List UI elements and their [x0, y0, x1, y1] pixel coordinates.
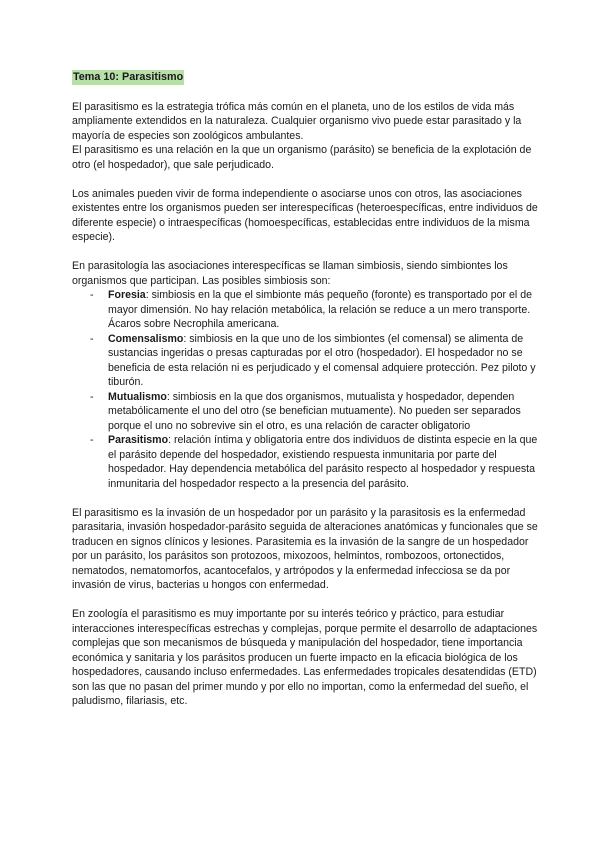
paragraph-symbiosis: En parasitología las asociaciones interespecíficas se llaman simbiosis, siendo simbiontes los organismos que participan. Las posibles simbiosis son: — [72, 260, 508, 287]
paragraph-zoology: En zoología el parasitismo es muy importante por su interés teórico y práctico, para estudiar interacciones interespecíficas estrechas y complejas, porque permite el desarrollo de adaptaciones complejas que son mecanismos de búsqueda y manipulación del hospedador, tiene importancia económica y sanitaria y los parásitos producen un fuerte impacto en la eficacia biológica de los hospedadores, causando incluso enfermedades. Las enfermedades tropicales desatendidas (ETD) son las que no pasan del primer mundo y por ello no importan, como la enfermedad del sueño, el paludismo, filariasis, etc. — [72, 608, 538, 707]
symbiosis-list — [72, 288, 540, 491]
list-item-term: Comensalismo — [108, 332, 184, 345]
paragraph-associations: Los animales pueden vivir de forma independiente o asociarse unos con otros, las asociaciones existentes entre los organismos pueden ser interespecíficas (heteroespecíficas, entre individuos de diferente especie) o intraespecíficas (homoespecíficas, establecidas entre individuos de la misma especie). — [72, 187, 538, 243]
paragraph-intro: El parasitismo es la estrategia trófica más común en el planeta, uno de los estilos de vida más ampliamente extendidos en la naturaleza. Cualquier organismo vivo puede estar parasitado y la mayoría de especies son zoológicos ambulantes. — [72, 100, 522, 142]
list-item: - Parasitismo: relación íntima y obligatoria entre dos individuos de distinta especie en la que el parásito depende del hospedador, existiendo respuesta inmunitaria por parte del hospedador. Hay dependencia metabólica del parásito respecto al hospedador y respuesta inmunitaria del hospedador respecto a la presencia del parásito. — [72, 433, 540, 491]
list-item-text: simbiosis en la que dos organismos, mutualista y hospedador, dependen metabólicamente el uno del otro (se benefician mutuamente). No pueden ser separados porque el uno no sobrevive sin el otro, es una relación de caracter obligatorio — [108, 390, 521, 432]
list-item-term: Parasitismo — [108, 434, 169, 446]
list-item: - Comensalismo: simbiosis en la que uno de los simbiontes (el comensal) se alimenta de sustancias ingeridas o presas capturadas por el otro (hospedador). El hospedador no se beneficia de esta relación ni es perjudicado y el comensal adquiere protección. Pez piloto y tiburón. — [72, 332, 540, 390]
list-item-text: relación íntima y obligatoria entre dos individuos de distinta especie en la que el parásito depende del hospedador, existiendo respuesta inmunitaria por parte del hospedador. Hay dependencia metabólica del parásito respecto al hospedador y respuesta inmunitaria del hospedador respecto a la presencia del parásito. — [108, 434, 538, 490]
page-title: Tema 10: Parasitismo — [73, 71, 184, 83]
paragraph-parasitosis: El parasitismo es la invasión de un hospedador por un parásito y la parasitosis es la enfermedad parasitaria, invasión hospedador-parásito seguida de alteraciones anatómicas y funcionales que se traducen en signos clínicos y lesiones. Parasitemia es la invasión de la sangre de un hospedador por un parásito, los parásitos son protozoos, mixozoos, helmintos, rombozoos, ortonectidos, nematodos, nematomorfos, acantocefalos, y artrópodos y la enfermedad infecciosa se da por invasión de virus, bacterias u hongos con enfermedad. — [72, 506, 538, 591]
list-item-term: Mutualismo — [108, 390, 167, 403]
list-item-text: simbiosis en la que uno de los simbiontes (el comensal) se alimenta de sustancias ingeridas o presas capturadas por el otro (hospedador). El hospedador no se beneficia de esta relación ni es perjudicado y el comensal adquiere protección. Pez piloto y tiburón. — [108, 332, 536, 388]
list-item-text: simbiosis en la que el simbionte más pequeño (foronte) es transportado por el de mayor dimensión. No hay relación metabólica, la relación se reduce a un mero transporte. Ácaros sobre Necrophila americana. — [108, 289, 532, 330]
paragraph-definition: El parasitismo es una relación en la que un organismo (parásito) se beneficia de la explotación de otro (el hospedador), que sale perjudicado. — [72, 144, 532, 171]
list-item-term: Foresia — [108, 289, 146, 301]
list-item: - Mutualismo: simbiosis en la que dos organismos, mutualista y hospedador, dependen metabólicamente el uno del otro (se benefician mutuamente). No pueden ser separados porque el uno no sobrevive sin el otro, es una relación de caracter obligatorio — [72, 390, 540, 434]
list-item: - Foresia: simbiosis en la que el simbionte más pequeño (foronte) es transportado por el de mayor dimensión. No hay relación metabólica, la relación se reduce a un mero transporte. Ácaros sobre Necrophila americana. — [72, 288, 540, 332]
